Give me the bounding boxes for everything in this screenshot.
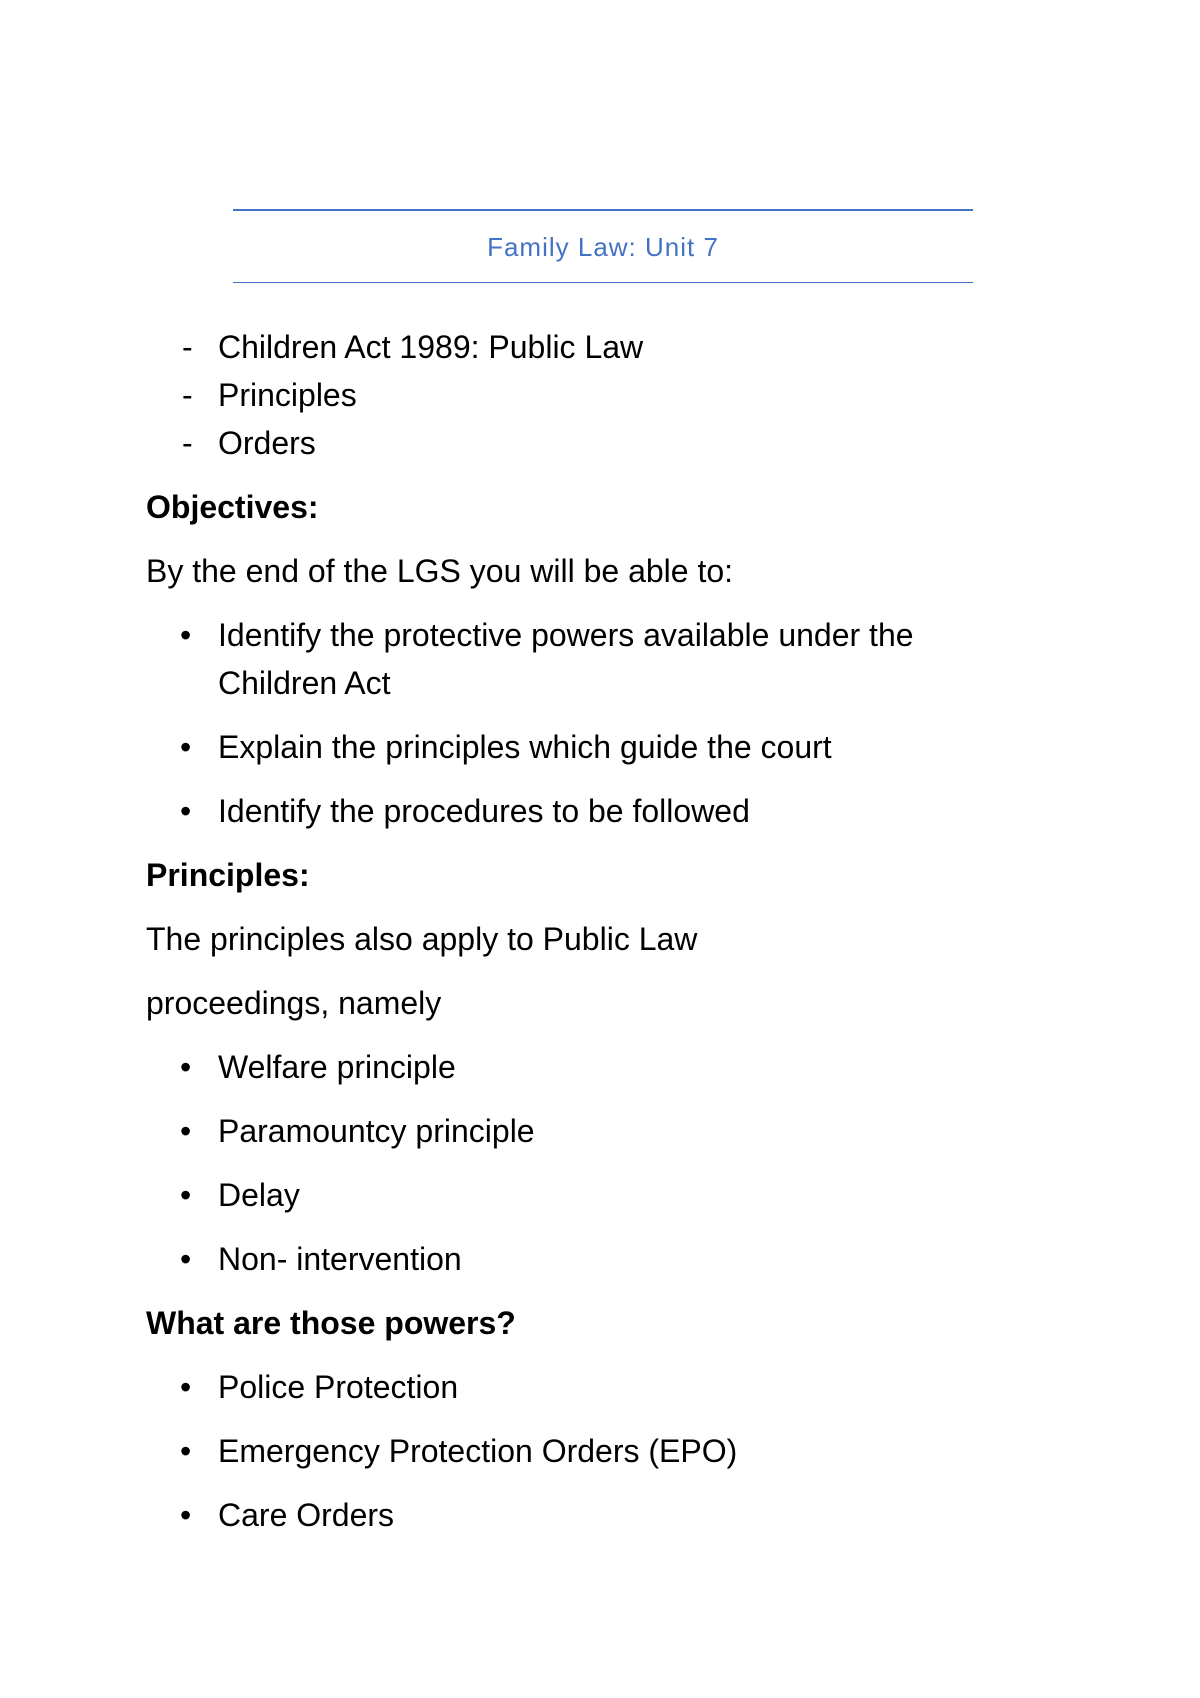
principles-heading: Principles:: [146, 857, 310, 893]
powers-heading: What are those powers?: [146, 1305, 516, 1341]
objectives-heading: Objectives:: [146, 489, 319, 525]
principle-item: Non- intervention: [218, 1241, 462, 1277]
objectives-intro: By the end of the LGS you will be able to:: [146, 553, 734, 589]
bullet-marker: •: [180, 729, 192, 765]
objective-item: Identify the procedures to be followed: [218, 793, 750, 829]
principle-item: Welfare principle: [218, 1049, 456, 1085]
principles-text: The principles also apply to Public Law: [146, 921, 698, 957]
bullet-marker: •: [180, 793, 192, 829]
bullet-marker: •: [180, 1369, 192, 1405]
bullet-marker: •: [180, 617, 192, 653]
objective-item-continuation: Children Act: [218, 665, 391, 701]
bullet-marker: •: [180, 1113, 192, 1149]
power-item: Care Orders: [218, 1497, 395, 1533]
topic-item: Orders: [218, 425, 316, 461]
dash-marker: -: [182, 329, 193, 365]
topic-item: Principles: [218, 377, 357, 413]
power-item: Police Protection: [218, 1369, 459, 1405]
principles-text-continuation: proceedings, namely: [146, 985, 442, 1021]
header-rule-box: [233, 209, 973, 283]
bullet-marker: •: [180, 1433, 192, 1469]
topic-item: Children Act 1989: Public Law: [218, 329, 644, 365]
power-item: Emergency Protection Orders (EPO): [218, 1433, 738, 1469]
bullet-marker: •: [180, 1241, 192, 1277]
dash-marker: -: [182, 377, 193, 413]
dash-marker: -: [182, 425, 193, 461]
objective-item: Explain the principles which guide the court: [218, 729, 832, 765]
principle-item: Paramountcy principle: [218, 1113, 535, 1149]
bullet-marker: •: [180, 1049, 192, 1085]
document-title: Family Law: Unit 7: [487, 232, 719, 262]
principle-item: Delay: [218, 1177, 300, 1213]
objective-item: Identify the protective powers available under the: [218, 617, 914, 653]
bullet-marker: •: [180, 1497, 192, 1533]
bullet-marker: •: [180, 1177, 192, 1213]
